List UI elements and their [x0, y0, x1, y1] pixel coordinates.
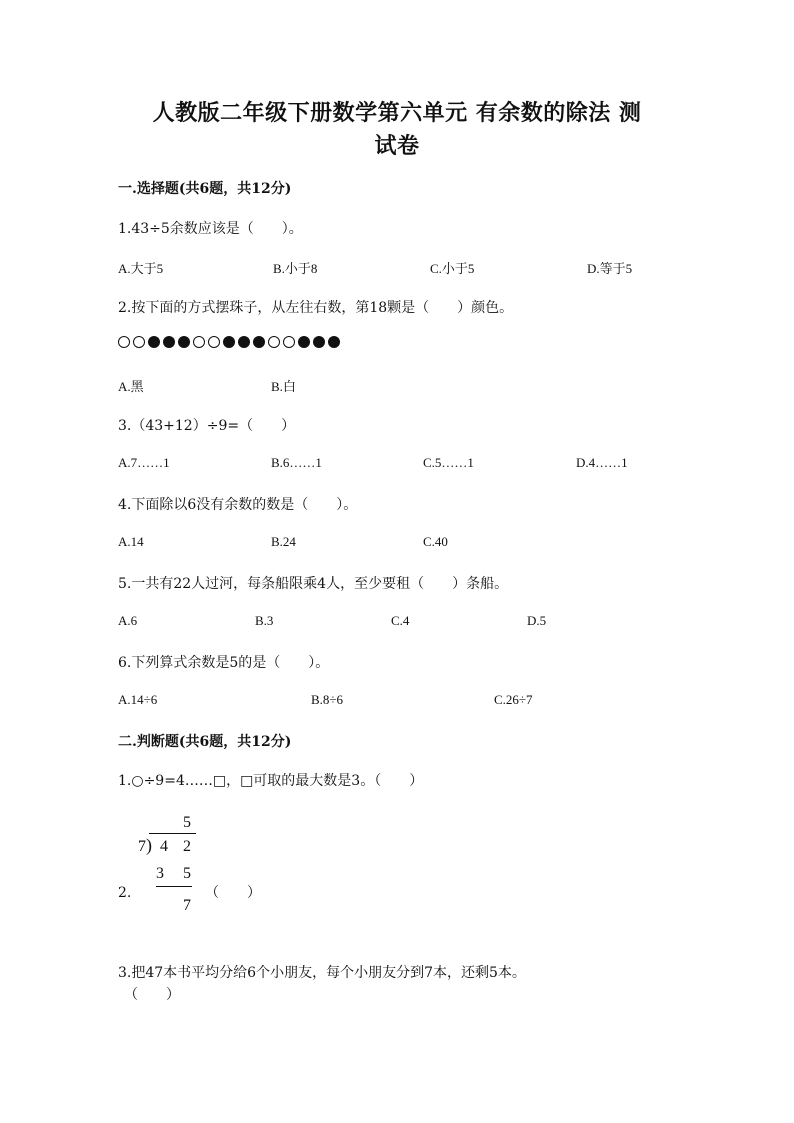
q5-option-d: D.5 [527, 613, 547, 628]
judgement-question-1: 1.○÷9=4……□，□可取的最大数是3。（ ） [118, 773, 424, 789]
division-product-ones: 5 [183, 865, 191, 882]
black-bead [223, 336, 235, 348]
white-bead [118, 336, 130, 348]
q4-option-a: A.14 [118, 534, 144, 549]
division-dividend-tens: 4 [160, 838, 168, 855]
question-1: 1.43÷5余数应该是（ ）。 [118, 221, 303, 237]
white-bead [193, 336, 205, 348]
page-title-line1: 人教版二年级下册数学第六单元 有余数的除法 测 [152, 100, 642, 126]
division-bracket: ) [146, 835, 152, 855]
q1-option-c: C.小于5 [430, 261, 475, 276]
q3-option-b: B.6……1 [271, 455, 322, 470]
division-remainder: 7 [183, 897, 191, 914]
q6-option-a: A.14÷6 [118, 692, 158, 707]
q5-option-b: B.3 [255, 613, 274, 628]
black-bead [253, 336, 265, 348]
long-division-figure [134, 812, 204, 922]
q4-option-c: C.40 [423, 534, 448, 549]
division-subtraction-line [156, 886, 192, 887]
q6-option-c: C.26÷7 [494, 692, 533, 707]
division-quotient: 5 [183, 814, 191, 831]
black-bead [178, 336, 190, 348]
judgement-question-2-number: 2. [118, 885, 132, 901]
judgement-question-2-blank: （ ） [205, 885, 261, 901]
q2-option-a: A.黑 [118, 379, 144, 394]
question-6: 6.下列算式余数是5的是（ ）。 [118, 655, 330, 671]
division-bar [149, 833, 196, 834]
q5-option-a: A.6 [118, 613, 138, 628]
q5-option-c: C.4 [391, 613, 410, 628]
q3-option-a: A.7……1 [118, 455, 170, 470]
white-bead [283, 336, 295, 348]
q1-option-d: D.等于5 [587, 261, 633, 276]
q2-option-b: B.白 [271, 379, 296, 394]
black-bead [238, 336, 250, 348]
q3-option-c: C.5……1 [423, 455, 474, 470]
white-bead [133, 336, 145, 348]
division-product-tens: 3 [156, 865, 164, 882]
black-bead [313, 336, 325, 348]
page-title-line2: 试卷 [374, 133, 420, 159]
section-heading-choice: 一.选择题(共6题，共12分) [118, 181, 292, 197]
question-3: 3.（43+12）÷9=（ ） [118, 418, 296, 434]
judgement-question-3: 3.把47本书平均分给6个小朋友，每个小朋友分到7本，还剩5本。 [118, 965, 526, 981]
q1-option-b: B.小于8 [273, 261, 318, 276]
judgement-question-3-blank: （ ） [124, 987, 180, 1003]
question-5: 5.一共有22人过河，每条船限乘4人，至少要租（ ）条船。 [118, 576, 509, 592]
question-2: 2.按下面的方式摆珠子，从左往右数，第18颗是（ ）颜色。 [118, 300, 514, 316]
q3-option-d: D.4……1 [576, 455, 628, 470]
black-bead [328, 336, 340, 348]
q1-option-a: A.大于5 [118, 261, 164, 276]
white-bead [208, 336, 220, 348]
q4-option-b: B.24 [271, 534, 296, 549]
black-bead [163, 336, 175, 348]
division-divisor: 7 [138, 838, 146, 855]
question-4: 4.下面除以6没有余数的数是（ ）。 [118, 497, 358, 513]
section-heading-judgement: 二.判断题(共6题，共12分) [118, 734, 292, 750]
q6-option-b: B.8÷6 [311, 692, 344, 707]
bead-sequence [118, 336, 340, 348]
white-bead [268, 336, 280, 348]
black-bead [148, 336, 160, 348]
black-bead [298, 336, 310, 348]
division-dividend-ones: 2 [183, 838, 191, 855]
